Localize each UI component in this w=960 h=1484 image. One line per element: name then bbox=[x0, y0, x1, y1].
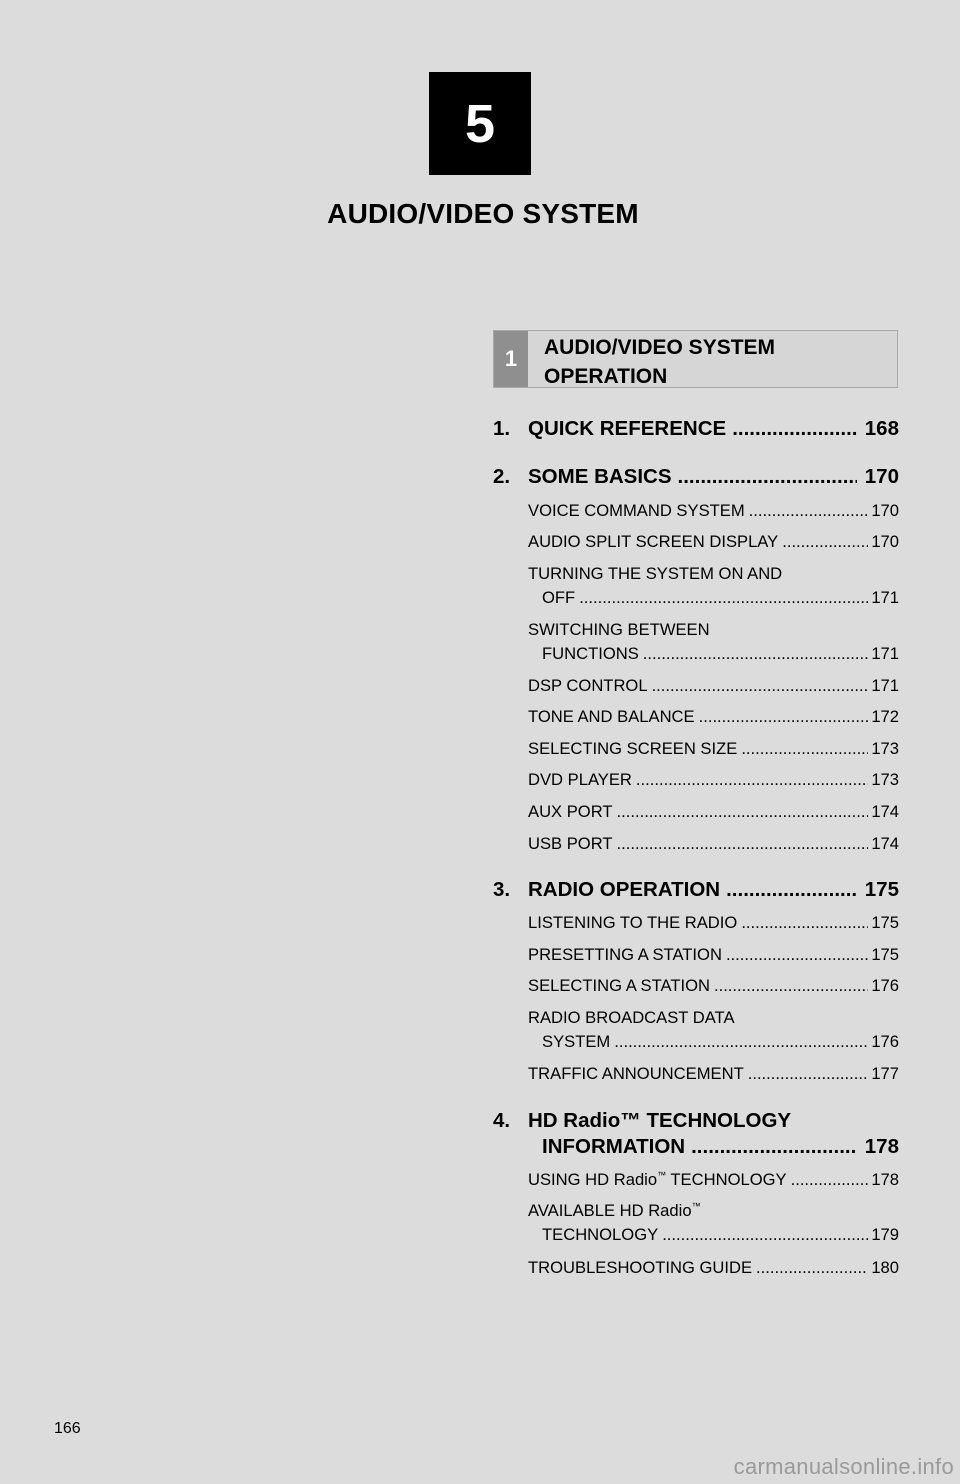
toc-subitem-page: 176 bbox=[871, 1032, 899, 1051]
toc-subitem-title: USB PORT bbox=[528, 834, 613, 853]
toc-subitem-page: 174 bbox=[871, 802, 899, 821]
toc-subitem-presetting-station[interactable] bbox=[528, 943, 899, 967]
chapter-number-box bbox=[429, 72, 531, 175]
toc-leader-dots bbox=[726, 943, 868, 967]
toc-leader-dots bbox=[579, 586, 868, 610]
chapter-title: AUDIO/VIDEO SYSTEM bbox=[327, 198, 639, 229]
toc-leader-dots bbox=[678, 464, 857, 490]
toc-subitem-title: TROUBLESHOOTING GUIDE bbox=[528, 1258, 753, 1277]
page-number: 166 bbox=[54, 1420, 81, 1437]
toc-subitem-title: DSP CONTROL bbox=[528, 676, 648, 695]
toc-subitem-title-cont: SYSTEM bbox=[542, 1032, 611, 1051]
toc-subitem-title: AVAILABLE HD Radio™ bbox=[528, 1201, 701, 1220]
toc-leader-dots bbox=[699, 705, 869, 729]
toc-subitem-aux-port[interactable] bbox=[528, 800, 899, 824]
section-header bbox=[493, 330, 898, 388]
toc-subitem-selecting-station[interactable] bbox=[528, 974, 899, 998]
toc-item-page: 175 bbox=[864, 878, 899, 901]
toc-subitem-page: 175 bbox=[871, 945, 899, 964]
toc-item-number: 1. bbox=[493, 417, 511, 440]
toc-subitem-page: 172 bbox=[871, 707, 899, 726]
toc-subitem-dsp-control[interactable] bbox=[528, 674, 899, 698]
toc-subitem-title: TURNING THE SYSTEM ON AND bbox=[528, 564, 783, 583]
toc-subitem-page: 171 bbox=[871, 644, 899, 663]
toc-leader-dots bbox=[691, 1134, 857, 1160]
toc-subitem-title: TONE AND BALANCE bbox=[528, 707, 695, 726]
toc-subitem-title: DVD PLAYER bbox=[528, 770, 632, 789]
toc-subitem-page: 171 bbox=[871, 676, 899, 695]
toc-leader-dots bbox=[636, 768, 868, 792]
section-title-line1: AUDIO/VIDEO SYSTEM bbox=[544, 336, 776, 359]
chapter-number: 5 bbox=[464, 93, 496, 154]
toc-leader-dots bbox=[741, 911, 868, 935]
toc-subitem-tone-balance[interactable] bbox=[528, 705, 899, 729]
toc-leader-dots bbox=[749, 499, 869, 523]
toc-subitem-page: 178 bbox=[871, 1170, 899, 1189]
toc-subitem-page: 177 bbox=[871, 1064, 899, 1083]
toc-leader-dots bbox=[756, 1256, 868, 1280]
toc-leader-dots bbox=[782, 530, 868, 554]
toc-item-number: 2. bbox=[493, 465, 511, 488]
toc-subitem-page: 174 bbox=[871, 834, 899, 853]
toc-leader-dots bbox=[741, 737, 868, 761]
toc-leader-dots bbox=[791, 1168, 869, 1192]
toc-subitem-using-hd-radio[interactable] bbox=[528, 1168, 899, 1192]
toc-subitem-title: USING HD Radio™ TECHNOLOGY bbox=[528, 1170, 787, 1189]
trademark-mark: ™ bbox=[691, 1201, 701, 1211]
toc-subitem-title-cont: TECHNOLOGY bbox=[542, 1225, 659, 1244]
toc-subitem-audio-split[interactable] bbox=[528, 530, 899, 554]
toc-leader-dots bbox=[732, 416, 857, 442]
toc-leader-dots bbox=[617, 800, 869, 824]
toc-item-title: QUICK REFERENCE bbox=[528, 417, 727, 440]
toc-subitem-title: VOICE COMMAND SYSTEM bbox=[528, 501, 745, 520]
toc-subitem-title: TRAFFIC ANNOUNCEMENT bbox=[528, 1064, 744, 1083]
watermark-text: carmanualsonline.info bbox=[733, 1454, 954, 1479]
toc-subitem-switching-functions[interactable] bbox=[528, 618, 899, 666]
toc-leader-dots bbox=[643, 642, 869, 666]
toc-subitem-troubleshooting[interactable] bbox=[528, 1256, 899, 1280]
toc-subitem-title: SWITCHING BETWEEN bbox=[528, 620, 710, 639]
toc-item-title: HD Radio™ TECHNOLOGY bbox=[528, 1109, 792, 1132]
toc-subitem-listening-radio[interactable] bbox=[528, 911, 899, 935]
section-title bbox=[544, 333, 884, 391]
section-number: 1 bbox=[494, 331, 528, 387]
trademark-mark: ™ bbox=[657, 1170, 667, 1180]
toc-item-number: 4. bbox=[493, 1109, 511, 1132]
toc-subitem-title: LISTENING TO THE RADIO bbox=[528, 913, 738, 932]
toc-subitem-page: 173 bbox=[871, 739, 899, 758]
toc-subitem-title: RADIO BROADCAST DATA bbox=[528, 1008, 735, 1027]
toc-leader-dots bbox=[726, 877, 857, 903]
toc-subitem-page: 179 bbox=[871, 1225, 899, 1244]
toc-subitem-screen-size[interactable] bbox=[528, 737, 899, 761]
toc-leader-dots bbox=[662, 1223, 868, 1247]
toc-leader-dots bbox=[748, 1062, 869, 1086]
toc-subitem-title-cont: OFF bbox=[542, 588, 576, 607]
toc-subitem-title: AUX PORT bbox=[528, 802, 613, 821]
toc-item-title: RADIO OPERATION bbox=[528, 878, 721, 901]
toc-subitem-voice-command[interactable] bbox=[528, 499, 899, 523]
toc-subitem-page: 180 bbox=[871, 1258, 899, 1277]
toc-leader-dots bbox=[714, 974, 868, 998]
toc-item-title: SOME BASICS bbox=[528, 465, 672, 488]
toc-leader-dots bbox=[652, 674, 869, 698]
toc-subitem-available-hd-radio[interactable] bbox=[528, 1199, 899, 1247]
toc-subitem-title: SELECTING A STATION bbox=[528, 976, 710, 995]
toc-subitem-page: 173 bbox=[871, 770, 899, 789]
toc-subitem-page: 170 bbox=[871, 532, 899, 551]
toc-subitem-title: SELECTING SCREEN SIZE bbox=[528, 739, 738, 758]
toc-leader-dots bbox=[617, 832, 869, 856]
toc-item-page: 178 bbox=[864, 1135, 899, 1158]
toc-subitem-turning-on-off[interactable] bbox=[528, 562, 899, 610]
toc-item-page: 170 bbox=[864, 465, 899, 488]
toc-subitem-dvd-player[interactable] bbox=[528, 768, 899, 792]
toc-subitem-title: AUDIO SPLIT SCREEN DISPLAY bbox=[528, 532, 779, 551]
toc-subitem-page: 170 bbox=[871, 501, 899, 520]
toc-subitem-usb-port[interactable] bbox=[528, 832, 899, 856]
toc-subitem-title: PRESETTING A STATION bbox=[528, 945, 722, 964]
toc-subitem-page: 171 bbox=[871, 588, 899, 607]
section-title-line2: OPERATION bbox=[544, 365, 668, 388]
toc-leader-dots bbox=[614, 1030, 868, 1054]
toc-item-number: 3. bbox=[493, 878, 511, 901]
toc-subitem-page: 176 bbox=[871, 976, 899, 995]
toc-subitem-title-cont: FUNCTIONS bbox=[542, 644, 639, 663]
toc-subitem-traffic-announcement[interactable] bbox=[528, 1062, 899, 1086]
toc-subitem-page: 175 bbox=[871, 913, 899, 932]
toc-item-page: 168 bbox=[864, 417, 899, 440]
toc-item-title-cont: INFORMATION bbox=[542, 1135, 686, 1158]
toc-subitem-rbds[interactable] bbox=[528, 1006, 899, 1054]
